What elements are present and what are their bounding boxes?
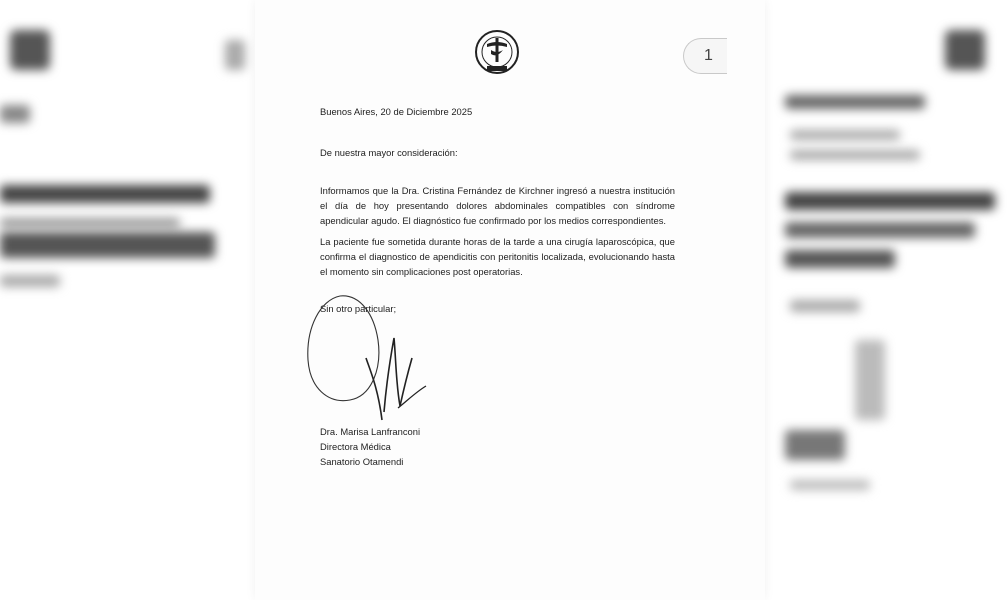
closing-line: Sin otro particular;: [320, 303, 397, 314]
blurred-background-left: [0, 0, 255, 600]
blurred-background-right: [765, 0, 1008, 600]
signature-block: [320, 424, 420, 469]
signer-name: Dra. Marisa Lanfranconi: [320, 426, 421, 437]
page-number: 1: [704, 47, 713, 64]
place-date: Buenos Aires, 20 de Diciembre 2025: [320, 106, 473, 117]
page-number-badge[interactable]: [683, 38, 727, 74]
signer-title: Directora Médica: [320, 441, 391, 452]
paragraph-1: Informamos que la Dra. Cristina Fernández de Kirchner ingresó a nuestra institución el día de hoy presentando dolores abdominales compatibles con síndrome apendicular agudo. El diagnóstico fue confirmado por los medios correspondientes.: [320, 185, 675, 226]
signer-organization: Sanatorio Otamendi: [320, 456, 404, 467]
handwritten-signature: [300, 288, 440, 428]
salutation: De nuestra mayor consideración:: [320, 147, 458, 158]
institution-seal-icon: [473, 28, 521, 76]
paragraph-2: La paciente fue sometida durante horas de la tarde a una cirugía laparoscópica, que confirma el diagnostico de apendicitis con peritonitis localizada, evolucionando hasta el momento sin complicaciones post operatorias.: [320, 236, 675, 277]
